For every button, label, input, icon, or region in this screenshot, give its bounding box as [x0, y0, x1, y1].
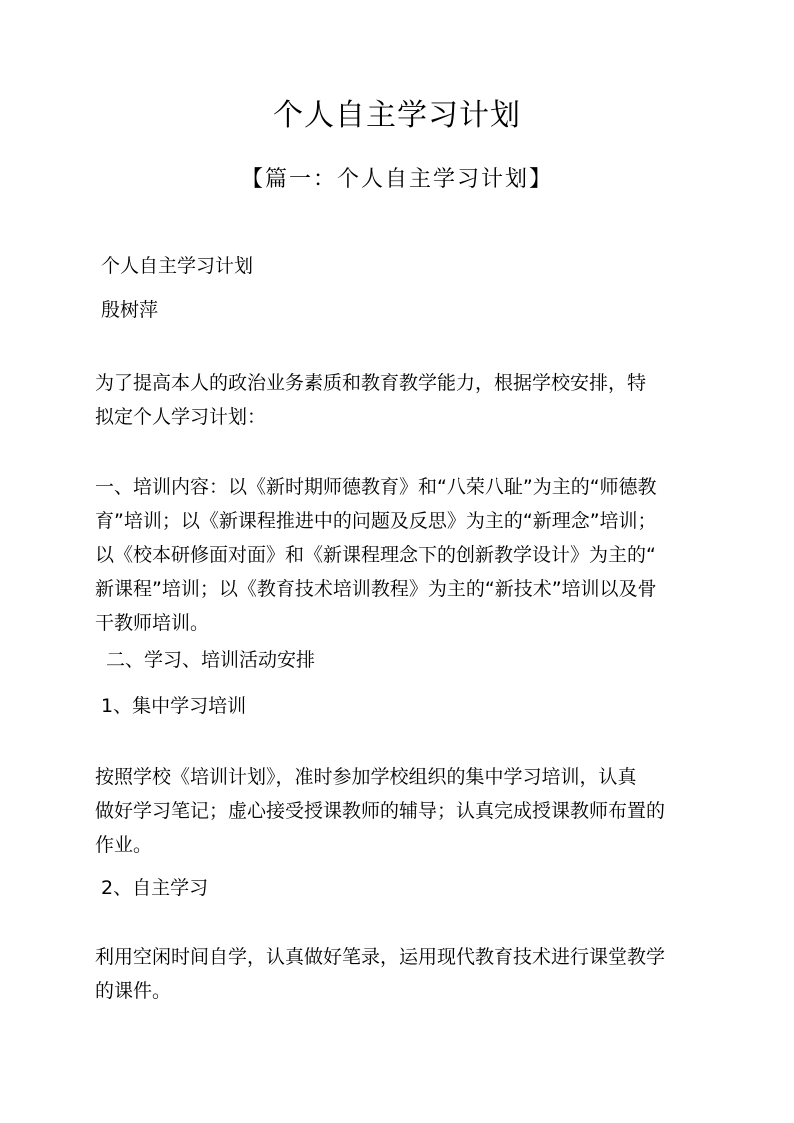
centralized-training-paragraph: [95, 760, 715, 862]
training-content-line: 一、培训内容：以《新时期师德教育》和“八荣八耻”为主的“师德教: [95, 476, 657, 498]
intro-line: 拟定个人学习计划：: [95, 406, 267, 428]
centralized-training-line: 按照学校《培训计划》，准时参加学校组织的集中学习培训，认真: [95, 766, 637, 788]
training-content-line: 新课程”培训；以《教育技术培训教程》为主的“新技术”培训以及骨: [95, 578, 657, 600]
self-study-paragraph: [95, 940, 715, 1008]
self-study-line: 利用空闲时间自学，认真做好笔录，运用现代教育技术进行课堂教学: [95, 946, 666, 968]
intro-paragraph: [95, 366, 715, 434]
section-heading-activities: 二、学习、培训活动安排: [106, 649, 316, 671]
training-content-paragraph: [95, 470, 715, 640]
document-subtitle: 【篇一：个人自主学习计划】: [240, 167, 553, 192]
document-title: 个人自主学习计划: [273, 98, 521, 133]
intro-line: 为了提高本人的政治业务素质和教育教学能力，根据学校安排，特: [95, 372, 647, 394]
training-content-line: 干教师培训。: [95, 612, 210, 634]
self-study-line: 的课件。: [95, 980, 172, 1002]
training-content-line: 育”培训；以《新课程推进中的问题及反思》为主的“新理念”培训；: [95, 510, 657, 532]
subsection-heading-self-study: 2、自主学习: [101, 877, 209, 899]
section-heading-plan: 个人自主学习计划: [101, 255, 254, 277]
subsection-heading-centralized: 1、集中学习培训: [101, 695, 247, 717]
training-content-line: 以《校本研修面对面》和《新课程理念下的创新教学设计》为主的“: [95, 544, 656, 566]
author-name: 殷树萍: [101, 299, 159, 321]
centralized-training-line: 作业。: [95, 834, 153, 856]
centralized-training-line: 做好学习笔记；虚心接受授课教师的辅导；认真完成授课教师布置的: [95, 800, 666, 822]
